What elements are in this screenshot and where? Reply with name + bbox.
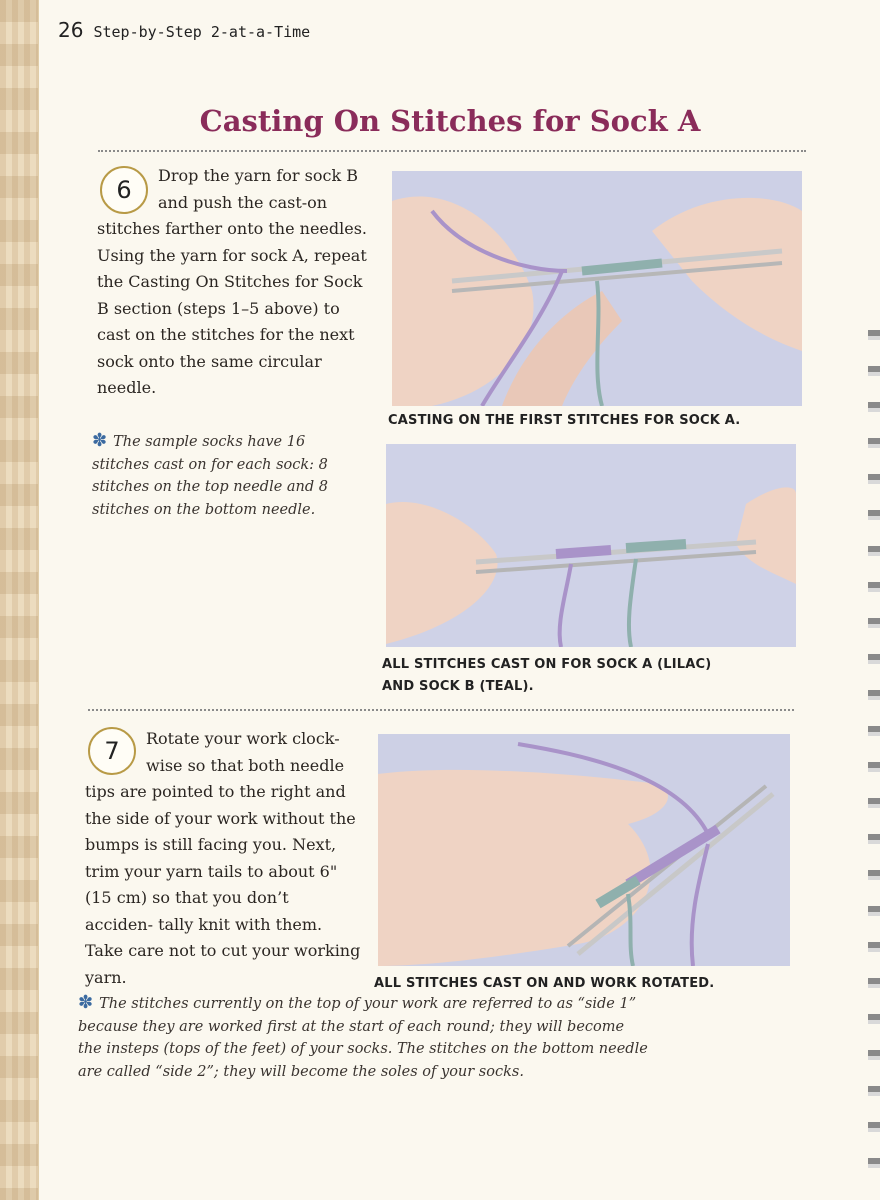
step-6-text-lead: Drop the yarn for sock B and push the cast-on [158,166,358,212]
note-text: The stitches currently on the top of your work are referred to as “side 1” because they are worked first at the start of each round; they will become the insteps (tops of the feet) of your socks. The stitches on the bottom needle are called “side 2”; they will become the soles of your socks. [78,996,648,1080]
asterisk-flower-icon: ✽ [92,430,108,451]
photo-all-stitches-cast-on [386,444,796,647]
step-7-number: 7 [88,727,136,775]
caption-photo-3: ALL STITCHES CAST ON AND WORK ROTATED. [374,976,715,991]
step-7-text: tips are pointed to the right and the side of your work without the bumps is still facing you. Next, trim your yarn tails to about 6" (15 cm) so that you don’t acciden- tally knit with them. Take care not to cut your working yarn. [85,782,361,987]
step-6-text: stitches farther onto the needles. Using the yarn for sock A, repeat the Casting On Stitches for Sock B section (steps 1–5 above) to cast on the stitches for the next sock onto the same circular needle. [97,219,368,397]
page-number: 26 [58,18,84,42]
note-sample-socks [92,430,352,521]
section-title: Casting On Stitches for Sock A [199,104,701,138]
decorative-page-border [0,0,39,1200]
caption-photo-1: CASTING ON THE FIRST STITCHES FOR SOCK A. [388,413,741,428]
photo-work-rotated [378,734,790,966]
caption-photo-2: ALL STITCHES CAST ON FOR SOCK A (LILAC) AND SOCK B (TEAL). [382,657,712,694]
running-header [58,18,310,42]
running-title: Step-by-Step 2-at-a-Time [93,23,311,41]
step-6-number: 6 [100,166,148,214]
photo-casting-first-stitches [392,171,802,406]
note-text: The sample socks have 16 stitches cast on for each sock: 8 stitches on the top needle and 8 stitches on the bottom needle. [92,434,329,518]
asterisk-flower-icon: ✽ [78,992,94,1013]
step-7-text-lead: Rotate your work clock- wise so that both needle [146,729,345,775]
title-divider [98,150,806,152]
note-side-1-side-2 [78,992,648,1083]
spiral-binding [868,330,880,1190]
step-divider [88,709,794,711]
